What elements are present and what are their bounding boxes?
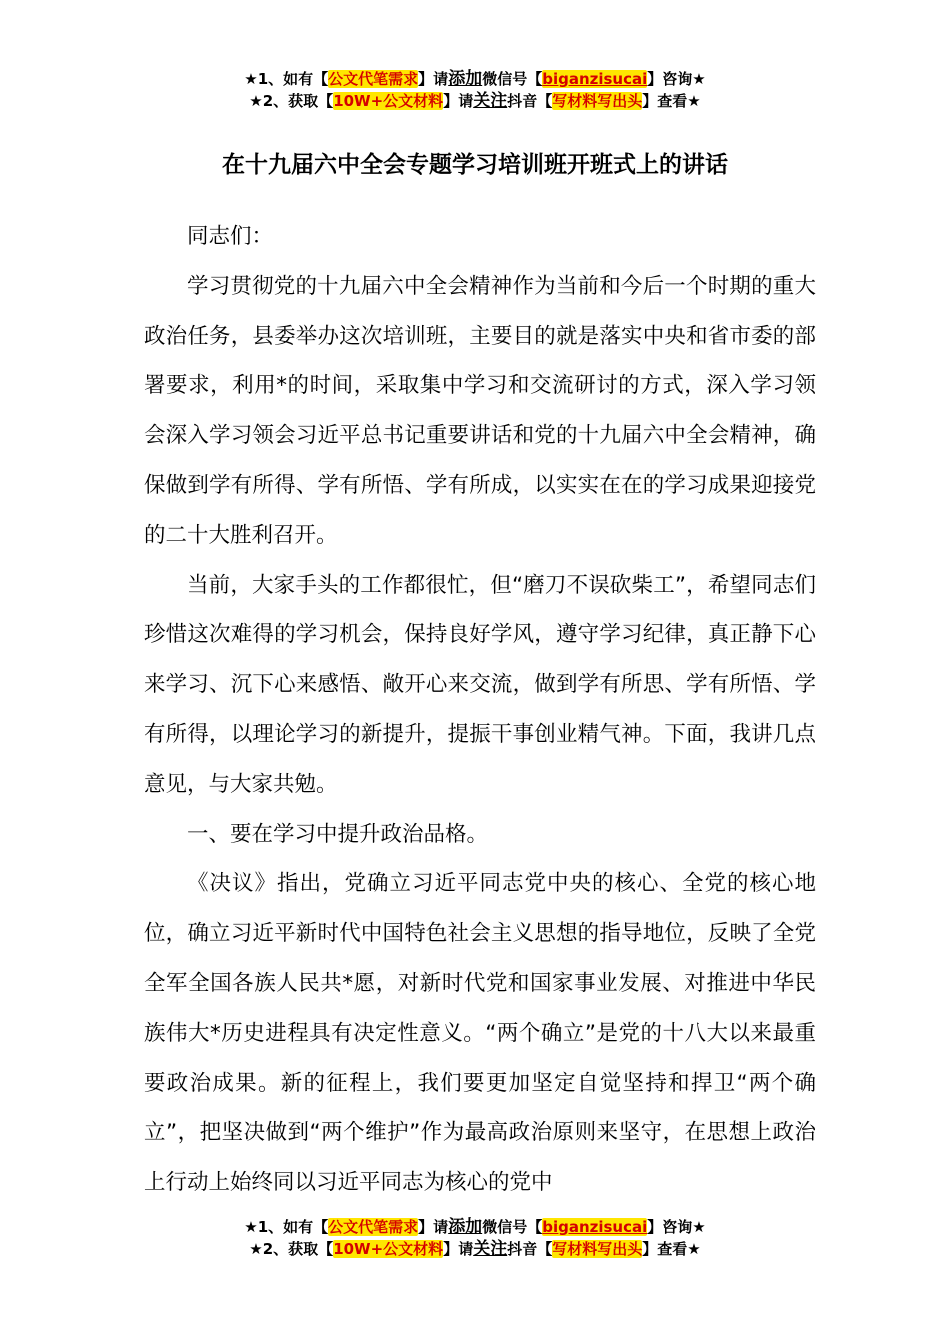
salutation: 同志们： bbox=[187, 224, 274, 249]
promo-text: 】请 bbox=[418, 70, 449, 88]
promo-douyin-account: 写材料写出头 bbox=[552, 1240, 643, 1258]
section-heading: 一、要在学习中提升政治品格。 bbox=[187, 821, 489, 847]
promo-text: 】请 bbox=[443, 1240, 474, 1258]
promo-line-2 bbox=[0, 90, 950, 112]
promo-wechat-id: biganzisucai bbox=[542, 70, 648, 88]
promo-line-2 bbox=[0, 1238, 950, 1260]
promo-emphasis: 关注 bbox=[473, 1239, 508, 1259]
promo-text: 抖音【 bbox=[507, 92, 553, 110]
promo-highlight-materials: 10W+公文材料 bbox=[333, 92, 444, 110]
promo-text: 】查看★ bbox=[642, 92, 701, 110]
promo-douyin-account: 写材料写出头 bbox=[552, 92, 643, 110]
document-body bbox=[144, 212, 816, 1208]
bottom-promo-banner bbox=[0, 1216, 950, 1260]
promo-text: ★2、获取【 bbox=[249, 1240, 334, 1258]
promo-line-1 bbox=[0, 68, 950, 90]
promo-emphasis: 添加 bbox=[448, 1217, 483, 1237]
promo-highlight-service: 公文代笔需求 bbox=[328, 70, 419, 88]
promo-text: 微信号【 bbox=[482, 1218, 543, 1236]
paragraph: 当前，大家手头的工作都很忙，但“磨刀不误砍柴工”，希望同志们珍惜这次难得的学习机会，保持良好学风，遵守学习纪律，真正静下心来学习、沉下心来感悟、敞开心来交流，做到学有所思、学有所悟、学有所得，以理论学习的新提升，提振干事创业精气神。下面，我讲几点意见，与大家共勉。 bbox=[144, 572, 816, 797]
paragraph: 《决议》指出，党确立习近平同志党中央的核心、全党的核心地位，确立习近平新时代中国特色社会主义思想的指导地位，反映了全党全军全国各族人民共*愿，对新时代党和国家事业发展、对推进中华民族伟大*历史进程具有决定性意义。“两个确立”是党的十八大以来最重要政治成果。新的征程上，我们要更加坚定自觉坚持和捍卫“两个确立”，把坚决做到“两个维护”作为最高政治原则来坚守，在思想上政治上行动上始终同以习近平同志为核心的党中 bbox=[144, 871, 816, 1196]
document-title: 在十九届六中全会专题学习培训班开班式上的讲话 bbox=[222, 152, 728, 178]
promo-text: 微信号【 bbox=[482, 70, 543, 88]
promo-text: ★1、如有【 bbox=[244, 70, 329, 88]
promo-text: ★2、获取【 bbox=[249, 92, 334, 110]
promo-line-1 bbox=[0, 1216, 950, 1238]
promo-emphasis: 添加 bbox=[448, 69, 483, 89]
promo-text: 】请 bbox=[418, 1218, 449, 1236]
promo-text: 】查看★ bbox=[642, 1240, 701, 1258]
promo-text: 】咨询★ bbox=[647, 1218, 706, 1236]
promo-highlight-service: 公文代笔需求 bbox=[328, 1218, 419, 1236]
paragraph: 学习贯彻党的十九届六中全会精神作为当前和今后一个时期的重大政治任务，县委举办这次培训班，主要目的就是落实中央和省市委的部署要求，利用*的时间，采取集中学习和交流研讨的方式，深入学习领会深入学习领会习近平总书记重要讲话和党的十九届六中全会精神，确保做到学有所得、学有所悟、学有所成，以实实在在的学习成果迎接党的二十大胜利召开。 bbox=[144, 273, 816, 548]
promo-text: ★1、如有【 bbox=[244, 1218, 329, 1236]
promo-text: 】咨询★ bbox=[647, 70, 706, 88]
promo-text: 】请 bbox=[443, 92, 474, 110]
promo-wechat-id: biganzisucai bbox=[542, 1218, 648, 1236]
top-promo-banner bbox=[0, 68, 950, 112]
promo-highlight-materials: 10W+公文材料 bbox=[333, 1240, 444, 1258]
promo-emphasis: 关注 bbox=[473, 91, 508, 111]
promo-text: 抖音【 bbox=[507, 1240, 553, 1258]
